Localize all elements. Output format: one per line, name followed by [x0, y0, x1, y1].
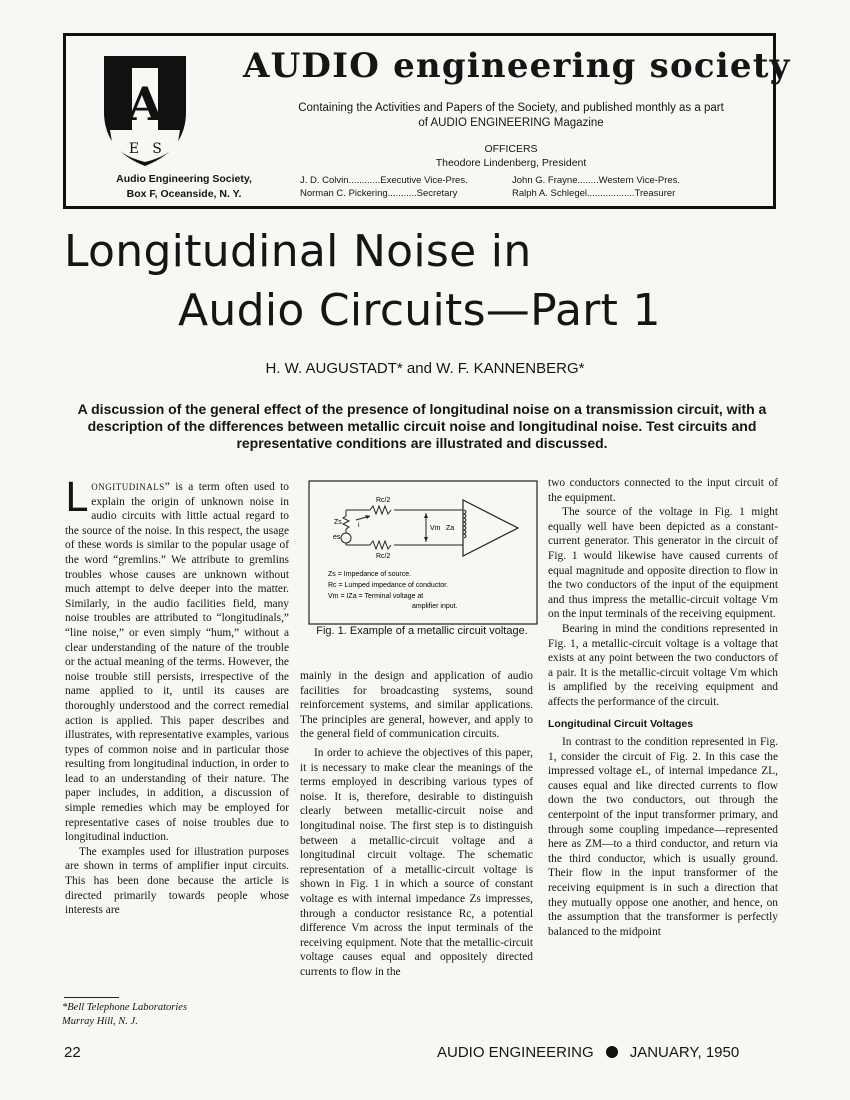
address-line-1: Audio Engineering Society,: [116, 173, 252, 185]
label-rc-bottom: Rc/2: [376, 553, 391, 560]
col1-paragraph-1-text: ” is a term often used to explain the origin of unknown noise in audio circuits with little actual regard to the source of the noise. In this respect, the usage of these words is similar to the popular usage of the word “gremlins.” We attribute to gremlins troubles whose causes are unknown without much attempt to delve deeper into the matter. Similarly, in the audio facilities field, many noise troubles are attributed to “longitudinals,” “line noise,” or even simply “hum,” without a clear understanding of the nature of the trouble or the actual meaning of the terms. However, the noise trouble still persists, irrespective of the name applied to it, until its causes are thoroughly understood and the correct remedial action is applied. This paper describes and illustrates, with representative examples, various types of common noise and in particular those resulting from longitudinal induction, in order to lead to an understanding of their nature. The paper includes, in addition, a discussion of simple remedies which may be employed for representative cases of noise troubles due to longitudinal induction.: [65, 481, 289, 844]
subheading-longitudinal-voltages: Longitudinal Circuit Voltages: [548, 717, 694, 730]
page-number: 22: [64, 1044, 81, 1061]
officers-heading: OFFICERS: [484, 143, 538, 155]
footnote-rule: [64, 997, 119, 998]
label-vm: Vm: [430, 525, 441, 532]
aes-shield-logo: [100, 50, 190, 170]
body-column-1: [65, 475, 289, 918]
label-rc-top: Rc/2: [376, 497, 391, 504]
legend-line-2: Rc = Lumped impedance of conductor.: [328, 582, 449, 589]
drop-cap: L: [65, 475, 88, 521]
article-authors: H. W. AUGUSTADT* and W. F. KANNENBERG*: [265, 360, 585, 377]
label-zs: Zs: [334, 519, 342, 526]
col3-paragraph-3: Bearing in mind the conditions represented in Fig. 1, a metallic-circuit voltage is a voltage that exists at any point between the two conductors of a pair. It is the metallic-circuit voltage Vm which is amplified by the receiving equipment and affects the performance of the circuit.: [548, 622, 778, 708]
logo-letter-s: S: [152, 141, 162, 157]
footnote-line-2: Murray Hill, N. J.: [62, 1016, 138, 1027]
legend-line-4: amplifier input.: [412, 603, 458, 610]
smallcaps-lead: ONGITUDINALS: [91, 482, 165, 492]
officer-treasurer: Ralph A. Schlegel..................Treasurer: [512, 188, 676, 199]
legend-line-3: Vm = IZa = Terminal voltage at: [328, 593, 424, 600]
body-column-3: [548, 476, 778, 939]
issue-date: JANUARY, 1950: [629, 1044, 740, 1061]
address-line-2: Box F, Oceanside, N. Y.: [126, 188, 242, 200]
article-title-line-1: Longitudinal Noise in: [64, 226, 532, 277]
article-title-line-2: Audio Circuits—Part 1: [178, 285, 661, 336]
label-za: Za: [446, 525, 455, 532]
society-description: Containing the Activities and Papers of the Society, and published monthly as a part of AUDIO ENGINEERING Magazine: [298, 102, 724, 129]
logo-letter-e: E: [128, 141, 140, 157]
legend-line-1: Zs = Impedance of source.: [328, 571, 412, 578]
col3-paragraph-2: The source of the voltage in Fig. 1 might equally well have been depicted as a constant-current generator. This generator in the circuit of Fig. 1 would likewise have caused currents of equal magnitude and opposite direction to flow in the two conductors of the input of the equipment and thus impress the metallic-circuit voltage Vm on the input terminals of the receiving equipment.: [548, 506, 778, 621]
figure-1-schematic: [308, 480, 538, 625]
footnote-line-1: *Bell Telephone Laboratories: [62, 1002, 188, 1013]
running-footer: [437, 1044, 739, 1061]
society-address: [84, 172, 284, 202]
logo-letter-a: A: [127, 77, 163, 131]
col3-paragraph-4: In contrast to the condition represented in Fig. 1, consider the circuit of Fig. 2. In this case the impressed voltage eL, of internal impedance ZL, causes equal and like directed currents to flow down the two conductors, out through the centerpoint of the input transformer primary, and through some coupling impedance—represented here as ZM—to a third conductor, and return via the third conductor, which is usually ground. Their flow in the input transformer of the receiving equipment is in such a direction that they mutually oppose one another, and hence, on the assumption that the transformer is perfectly balanced to the midpoint: [548, 736, 778, 938]
col2-paragraph-1: mainly in the design and application of audio facilities for broadcasting systems, sound reinforcement systems, and similar applications. The principles are general, however, and apply to the general field of communication circuits.: [300, 670, 533, 741]
col2-paragraph-2: In order to achieve the objectives of this paper, it is necessary to make clear the meanings of the terms employed in describing various types of noise. It is, therefore, desirable to distinguish clearly between metallic-circuit noise and longitudinal noise. The first step is to distinguish between a metallic-circuit voltage and a longitudinal circuit voltage. The schematic representation of a metallic-circuit voltage is shown in Fig. 1 in which a source of constant voltage es with internal impedance Zs impresses, through a conductor resistance Rc, a potential difference Vm across the input terminals of the receiving equipment. Note that the metallic-circuit voltage causes equal and oppositely directed currents to flow in the: [300, 746, 533, 978]
article-abstract: A discussion of the general effect of the presence of longitudinal noise on a transmission circuit, with a description of the differences between metallic circuit noise and longitudinal noise. Test circuits and representative conditions are illustrated and discussed.: [77, 401, 767, 451]
col1-paragraph-2: The examples used for illustration purposes are shown in terms of amplifier input circuits. This has been done because the article is directed primarily towards people whose interests are: [65, 845, 289, 917]
figure-1-caption: Fig. 1. Example of a metallic circuit voltage.: [316, 625, 528, 637]
magazine-name: AUDIO ENGINEERING: [437, 1044, 594, 1061]
footnote: [62, 1001, 292, 1029]
officer-western-vp: John G. Frayne........Western Vice-Pres.: [512, 175, 681, 186]
officer-executive-vp: J. D. Colvin............Executive Vice-Pres.: [300, 175, 468, 186]
bullet-dot-icon: [606, 1046, 618, 1058]
col1-paragraph-1: [65, 475, 289, 845]
label-es: es: [333, 534, 341, 541]
body-column-2: [300, 669, 533, 979]
col3-paragraph-1: two conductors connected to the input circuit of the equipment.: [548, 477, 778, 504]
society-title: AUDIO engineering society: [243, 46, 791, 86]
label-current: i: [358, 522, 360, 529]
officer-president: Theodore Lindenberg, President: [435, 157, 587, 169]
officer-secretary: Norman C. Pickering...........Secretary: [300, 188, 458, 199]
